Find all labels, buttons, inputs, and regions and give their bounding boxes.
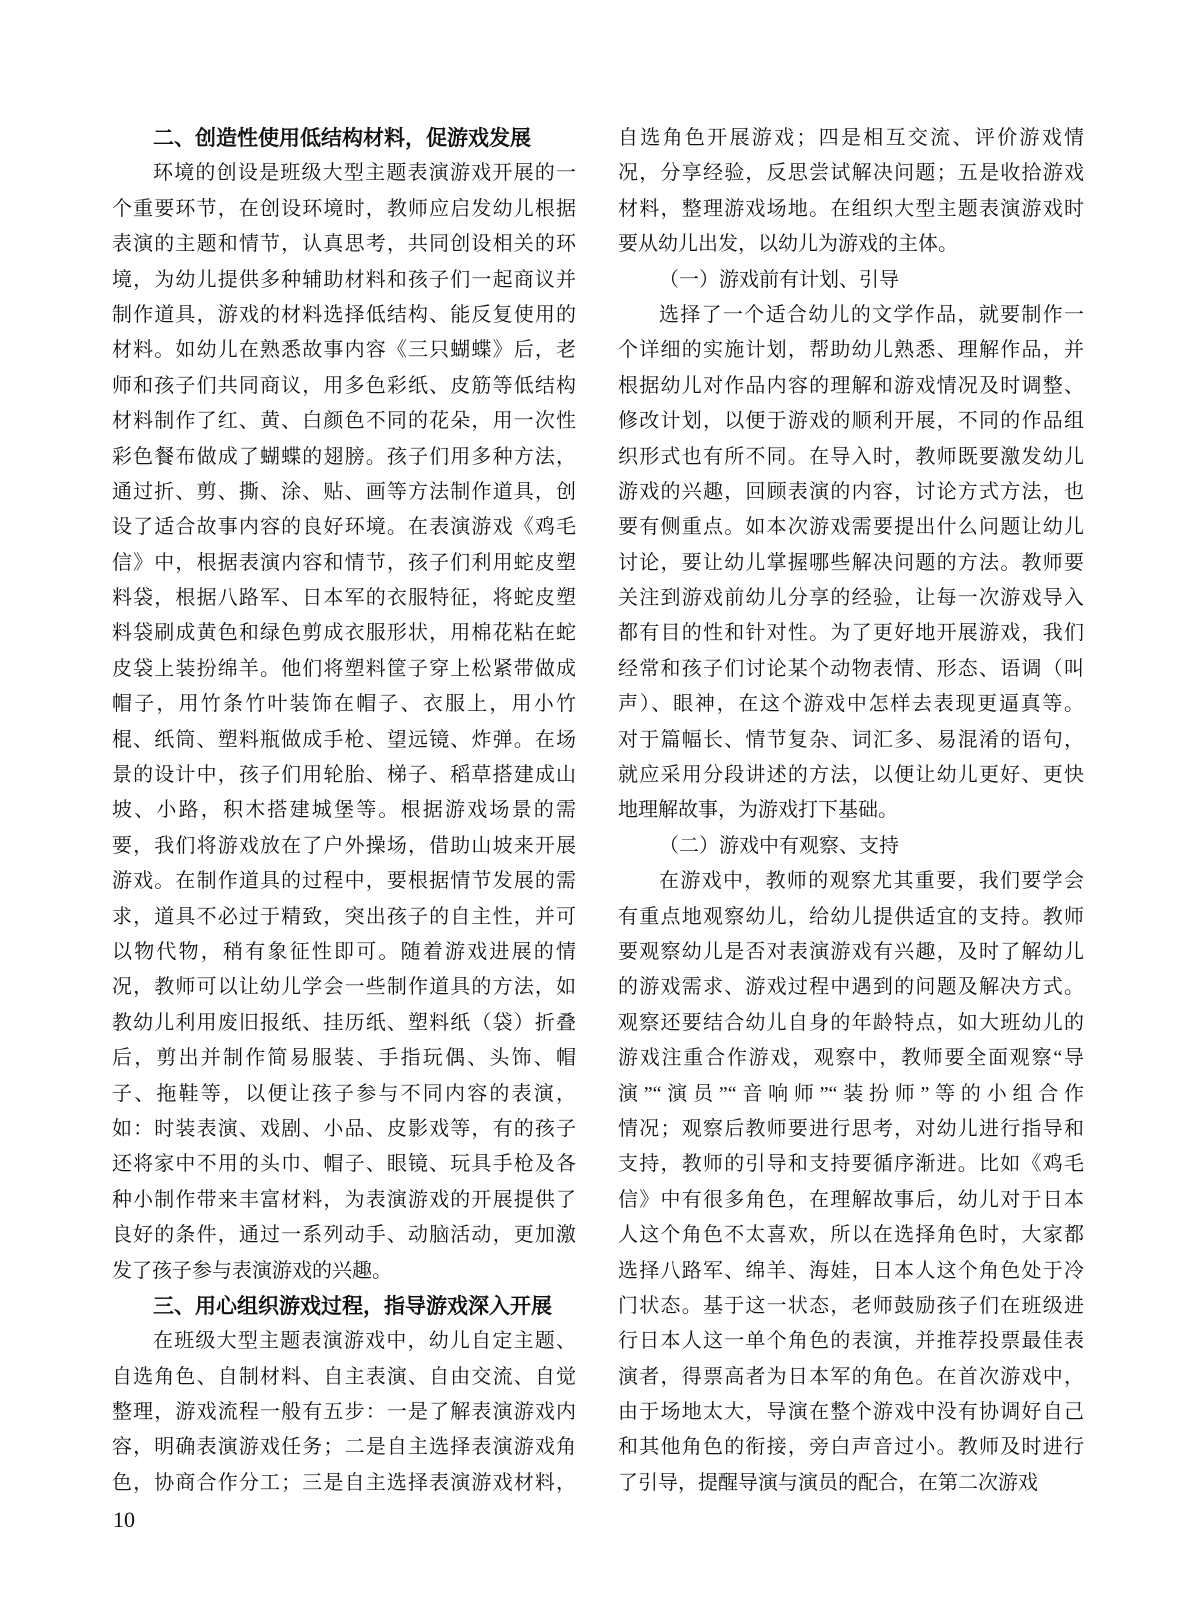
text-line: 帽子，用竹条竹叶装饰在帽子、衣服上，用小竹 [112, 693, 576, 716]
text-line: 由于场地太大，导演在整个游戏中没有协调好自己 [618, 1401, 1084, 1424]
text-line: 织形式也有所不同。在导入时，教师既要激发幼儿 [618, 445, 1084, 468]
text-line: 游戏。在制作道具的过程中，要根据情节发展的需 [112, 870, 576, 893]
left-column [112, 121, 576, 1501]
text-line: 求，道具不必过于精致，突出孩子的自主性，并可 [112, 905, 576, 928]
text-line: 通过折、剪、撕、涂、贴、画等方法制作道具，创 [112, 480, 576, 503]
text-line: 个详细的实施计划，帮助幼儿熟悉、理解作品，并 [618, 339, 1084, 362]
text-line: 料袋刷成黄色和绿色剪成衣服形状，用棉花粘在蛇 [112, 622, 576, 645]
text-line: 棍、纸筒、塑料瓶做成手枪、望远镜、炸弹。在场 [112, 728, 576, 751]
text-line: 声）、眼神，在这个游戏中怎样去表现更逼真等。 [618, 693, 1084, 716]
text-line: 都有目的性和针对性。为了更好地开展游戏，我们 [618, 622, 1084, 645]
text-line: 人这个角色不太喜欢，所以在选择角色时，大家都 [618, 1224, 1084, 1247]
text-line: 在游戏中，教师的观察尤其重要，我们要学会 [659, 870, 1084, 893]
subsection-heading: （一）游戏前有计划、引导 [659, 268, 899, 291]
text-line: 况，教师可以让幼儿学会一些制作道具的方法，如 [112, 976, 576, 999]
text-line: 环境的创设是班级大型主题表演游戏开展的一 [153, 162, 576, 185]
text-line: 材料制作了红、黄、白颜色不同的花朵，用一次性 [112, 410, 576, 433]
text-line: 个重要环节，在创设环境时，教师应启发幼儿根据 [112, 197, 576, 220]
page-number: 10 [113, 1507, 135, 1532]
text-line: 要从幼儿出发，以幼儿为游戏的主体。 [618, 233, 958, 256]
text-line: 如：时装表演、戏剧、小品、皮影戏等，有的孩子 [112, 1117, 576, 1140]
text-line: 后，剪出并制作简易服装、手指玩偶、头饰、帽 [112, 1047, 576, 1070]
text-line: 演”“演员”“音响师”“装扮师”等的小组合作 [618, 1082, 1084, 1105]
text-line: 在班级大型主题表演游戏中，幼儿自定主题、 [153, 1330, 576, 1353]
text-line: 坡、小路，积木搭建城堡等。根据游戏场景的需 [112, 799, 576, 822]
text-line: 良好的条件，通过一系列动手、动脑活动，更加激 [112, 1224, 576, 1247]
text-line: 要观察幼儿是否对表演游戏有兴趣，及时了解幼儿 [618, 940, 1084, 963]
text-line: 对于篇幅长、情节复杂、词汇多、易混淆的语句， [618, 728, 1084, 751]
text-line: 要，我们将游戏放在了户外操场，借助山坡来开展 [112, 834, 576, 857]
text-line: 行日本人这一单个角色的表演，并推荐投票最佳表 [618, 1330, 1084, 1353]
text-line: 的游戏需求、游戏过程中遇到的问题及解决方式。 [618, 976, 1084, 999]
text-line: 信》中，根据表演内容和情节，孩子们利用蛇皮塑 [112, 551, 576, 574]
section-heading: 二、创造性使用低结构材料，促游戏发展 [153, 127, 531, 150]
text-line: 发了孩子参与表演游戏的兴趣。 [112, 1259, 392, 1282]
text-line: 彩色餐布做成了蝴蝶的翅膀。孩子们用多种方法， [112, 445, 576, 468]
text-line: 材料，整理游戏场地。在组织大型主题表演游戏时 [618, 197, 1084, 220]
text-line: 自选角色、自制材料、自主表演、自由交流、自觉 [112, 1365, 576, 1388]
text-line: 制作道具，游戏的材料选择低结构、能反复使用的 [112, 303, 576, 326]
text-line: 情况；观察后教师要进行思考，对幼儿进行指导和 [618, 1117, 1084, 1140]
text-line: 讨论，要让幼儿掌握哪些解决问题的方法。教师要 [618, 551, 1084, 574]
section-heading: 三、用心组织游戏过程，指导游戏深入开展 [153, 1294, 552, 1318]
text-line: 种小制作带来丰富材料，为表演游戏的开展提供了 [112, 1188, 576, 1211]
text-line: 以物代物，稍有象征性即可。随着游戏进展的情 [112, 940, 576, 963]
text-line: 师和孩子们共同商议，用多色彩纸、皮筋等低结构 [112, 374, 576, 397]
text-line: 色，协商合作分工；三是自主选择表演游戏材料， [112, 1471, 576, 1494]
text-line: 皮袋上装扮绵羊。他们将塑料筐子穿上松紧带做成 [112, 657, 576, 680]
text-line: 地理解故事，为游戏打下基础。 [618, 799, 898, 822]
text-line: 还将家中不用的头巾、帽子、眼镜、玩具手枪及各 [112, 1153, 576, 1176]
text-line: 支持，教师的引导和支持要循序渐进。比如《鸡毛 [618, 1153, 1084, 1176]
text-line: 表演的主题和情节，认真思考，共同创设相关的环 [112, 233, 576, 256]
text-line: 容，明确表演游戏任务；二是自主选择表演游戏角 [112, 1436, 576, 1459]
text-line: 演者，得票高者为日本军的角色。在首次游戏中， [618, 1365, 1084, 1388]
text-line: 材料。如幼儿在熟悉故事内容《三只蝴蝶》后，老 [112, 339, 576, 362]
text-line: 况，分享经验，反思尝试解决问题；五是收拾游戏 [618, 162, 1084, 185]
text-line: 教幼儿利用废旧报纸、挂历纸、塑料纸（袋）折叠 [112, 1011, 576, 1034]
text-line: 子、拖鞋等，以便让孩子参与不同内容的表演， [112, 1082, 576, 1105]
text-line: 门状态。基于这一状态，老师鼓励孩子们在班级进 [618, 1294, 1084, 1317]
text-line: 整理，游戏流程一般有五步：一是了解表演游戏内 [112, 1401, 576, 1424]
text-line: 了引导，提醒导演与演员的配合，在第二次游戏 [618, 1471, 1038, 1494]
text-line: 修改计划，以便于游戏的顺利开展，不同的作品组 [618, 410, 1084, 433]
text-line: 有重点地观察幼儿，给幼儿提供适宜的支持。教师 [618, 905, 1084, 928]
text-line: 设了适合故事内容的良好环境。在表演游戏《鸡毛 [112, 516, 576, 539]
subsection-heading: （二）游戏中有观察、支持 [659, 834, 899, 857]
text-line: 关注到游戏前幼儿分享的经验，让每一次游戏导入 [618, 587, 1084, 610]
text-line: 观察还要结合幼儿自身的年龄特点，如大班幼儿的 [618, 1011, 1084, 1034]
right-column [618, 121, 1084, 1501]
text-line: 游戏的兴趣，回顾表演的内容，讨论方式方法，也 [618, 480, 1084, 503]
text-line: 料袋，根据八路军、日本军的衣服特征，将蛇皮塑 [112, 587, 576, 610]
text-line: 要有侧重点。如本次游戏需要提出什么问题让幼儿 [618, 516, 1084, 539]
text-line: 景的设计中，孩子们用轮胎、梯子、稻草搭建成山 [112, 764, 576, 787]
text-line: 经常和孩子们讨论某个动物表情、形态、语调（叫 [618, 657, 1084, 680]
text-line: 就应采用分段讲述的方法，以便让幼儿更好、更快 [618, 764, 1084, 787]
text-line: 选择了一个适合幼儿的文学作品，就要制作一 [659, 303, 1084, 326]
text-line: 根据幼儿对作品内容的理解和游戏情况及时调整、 [618, 374, 1084, 397]
text-line: 和其他角色的衔接，旁白声音过小。教师及时进行 [618, 1436, 1084, 1459]
text-line: 信》中有很多角色，在理解故事后，幼儿对于日本 [618, 1188, 1084, 1211]
text-line: 选择八路军、绵羊、海娃，日本人这个角色处于冷 [618, 1259, 1084, 1282]
text-line: 游戏注重合作游戏，观察中，教师要全面观察“导 [618, 1047, 1084, 1070]
text-line: 境，为幼儿提供多种辅助材料和孩子们一起商议并 [112, 268, 576, 291]
text-line: 自选角色开展游戏；四是相互交流、评价游戏情 [618, 127, 1084, 149]
